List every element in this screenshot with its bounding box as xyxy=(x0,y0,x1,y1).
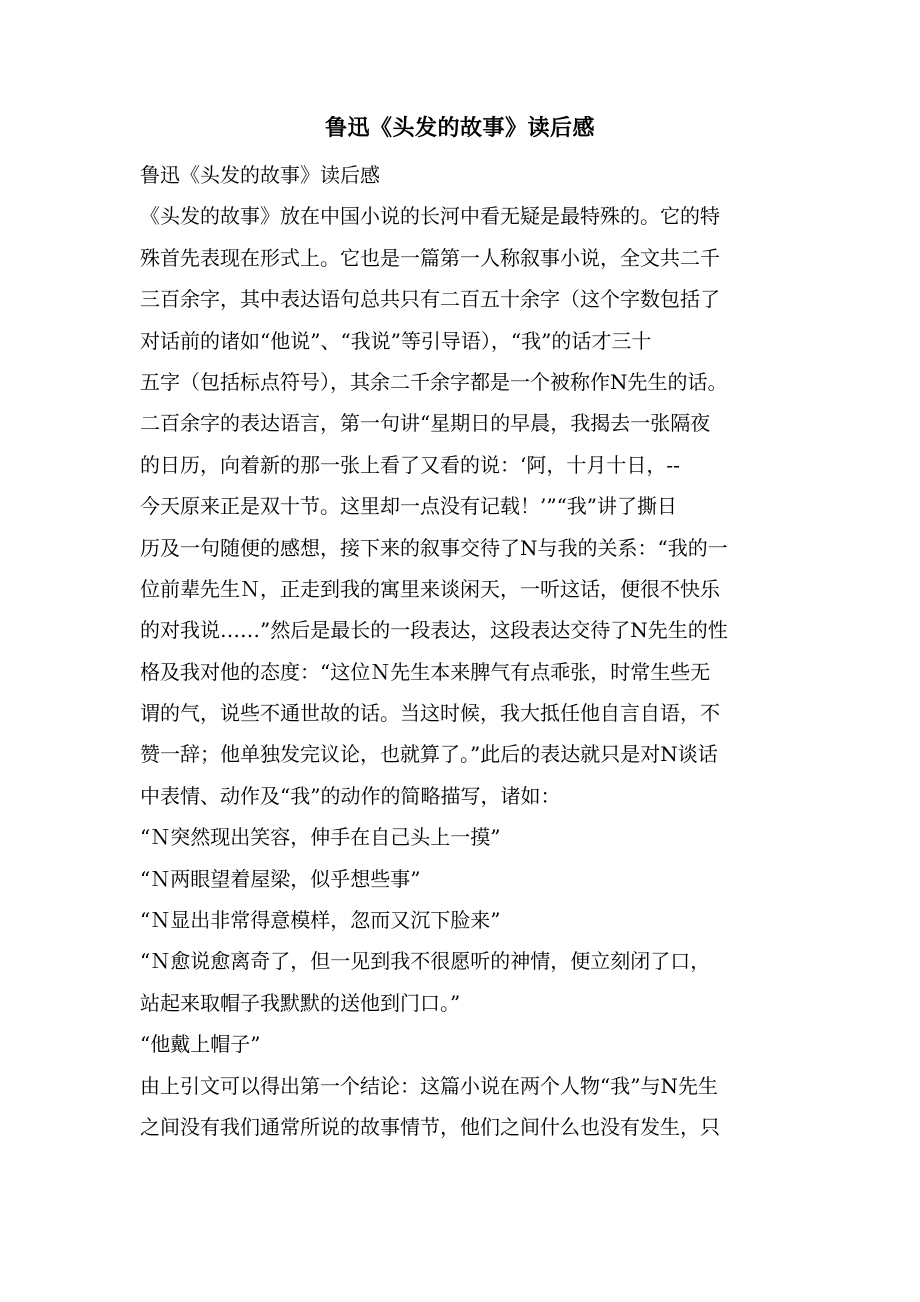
body-line: 谓的气，说些不通世故的话。当这时候，我大抵任他自言自语，不 xyxy=(140,701,720,726)
body-line: 的对我说……”然后是最长的一段表达，这段表达交待了N先生的性 xyxy=(140,618,728,643)
body-line: 位前辈先生Ｎ，正走到我的寓里来谈闲天，一听这话，便很不快乐 xyxy=(140,576,720,601)
body-line: 站起来取帽子我默默的送他到门口。” xyxy=(140,990,461,1015)
body-line: 历及一句随便的感想，接下来的叙事交待了N与我的关系：“我的一 xyxy=(140,535,728,560)
body-line: 二百余字的表达语言，第一句讲“星期日的早晨，我揭去一张隔夜 xyxy=(140,411,711,436)
body-line: “Ｎ显出非常得意模样，忽而又沉下脸来” xyxy=(140,908,501,933)
document-title: 鲁迅《头发的故事》读后感 xyxy=(324,115,595,141)
body-line: “Ｎ两眼望着屋梁，似乎想些事” xyxy=(140,866,421,891)
body-line: “Ｎ突然现出笑容，伸手在自己头上一摸” xyxy=(140,825,501,850)
body-line: 《头发的故事》放在中国小说的长河中看无疑是最特殊的。它的特 xyxy=(140,204,720,229)
body-line: 今天原来正是双十节。这里却一点没有记载！’”“我”讲了撕日 xyxy=(140,494,678,519)
body-line: 五字（包括标点符号），其余二千余字都是一个被称作N先生的话。 xyxy=(140,369,728,394)
body-line: “他戴上帽子” xyxy=(140,1032,261,1057)
body-line: 由上引文可以得出第一个结论：这篇小说在两个人物“我”与N先生 xyxy=(140,1073,718,1098)
body-line: 对话前的诸如“他说”、“我说”等引导语），“我”的话才三十 xyxy=(140,328,652,353)
body-line: 赞一辞；他单独发完议论，也就算了。”此后的表达就只是对N谈话 xyxy=(140,742,718,767)
body-line: 三百余字，其中表达语句总共只有二百五十余字（这个字数包括了 xyxy=(140,287,720,312)
body-line: 殊首先表现在形式上。它也是一篇第一人称叙事小说，全文共二千 xyxy=(140,245,720,270)
body-line: 之间没有我们通常所说的故事情节，他们之间什么也没有发生，只 xyxy=(140,1114,720,1139)
body-line: 格及我对他的态度：“这位Ｎ先生本来脾气有点乖张，时常生些无 xyxy=(140,659,711,684)
body-line: 中表情、动作及“我”的动作的简略描写，诸如： xyxy=(140,783,561,808)
document-body xyxy=(140,155,790,1148)
body-line: “Ｎ愈说愈离奇了，但一见到我不很愿听的神情，便立刻闭了口， xyxy=(140,949,711,974)
subtitle-line: 鲁迅《头发的故事》读后感 xyxy=(140,163,380,187)
body-line: 的日历，向着新的那一张上看了又看的说：‘阿，十月十日，-- xyxy=(140,452,680,477)
